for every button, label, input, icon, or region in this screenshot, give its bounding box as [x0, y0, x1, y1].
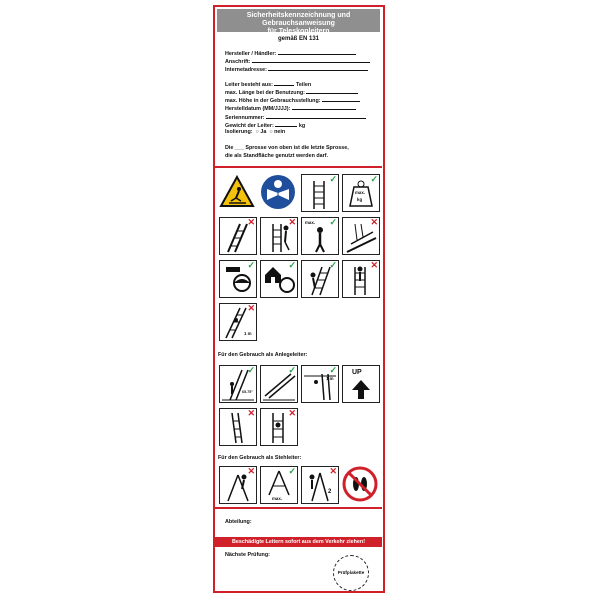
- insulation-field: [225, 129, 380, 135]
- weight-field: [225, 121, 380, 129]
- ok-mark: ✓: [288, 365, 296, 375]
- weight-unit: kg: [298, 123, 306, 129]
- no-mark: ✕: [370, 260, 378, 270]
- warning-banner: Beschädigte Leitern sofort aus dem Verkehr ziehen!: [215, 537, 382, 547]
- ok-mark: ✓: [288, 260, 296, 270]
- weight-line: [275, 121, 297, 127]
- ok-mark: ✓: [247, 365, 255, 375]
- ladder-inspect-icon: [301, 174, 339, 212]
- lean-climb-icon: [260, 408, 298, 446]
- up-arrow-icon: [342, 365, 380, 403]
- web-field: [225, 65, 380, 73]
- insulation-label: Isolierung:: [225, 129, 253, 135]
- stand-max-label: max.: [272, 496, 283, 501]
- carry-load-icon: [301, 260, 339, 298]
- no-mark: ✕: [288, 408, 296, 418]
- no-mark: ✕: [247, 217, 255, 227]
- insulation-no-label: nein: [274, 129, 286, 135]
- ok-mark: ✓: [288, 466, 296, 476]
- max-load-icon: [342, 174, 380, 212]
- stand-max-icon: [260, 466, 298, 504]
- web-label: Internetadresse:: [225, 67, 267, 73]
- parts-line: [274, 80, 294, 86]
- date-label: Herstelldatum (MM/JJJJ):: [225, 106, 291, 112]
- web-line: [268, 65, 368, 71]
- ok-mark: ✓: [247, 260, 255, 270]
- no-mark: ✕: [370, 217, 378, 227]
- rung-note-1: Die ___ Sprosse von oben ist die letzte Sprosse,: [225, 145, 349, 151]
- lean-top-icon: [301, 365, 339, 403]
- no-mark: ✕: [288, 217, 296, 227]
- date-line: [292, 104, 356, 110]
- title-line-2: für Teleskopleitern: [267, 28, 330, 35]
- title-line-1: Sicherheitskennzeichnung und Gebrauchsanweisung: [246, 12, 351, 27]
- ok-mark: ✓: [329, 365, 337, 375]
- weight-label: Gewicht der Leiter:: [225, 123, 274, 129]
- angle-label: 65-75°: [242, 390, 253, 394]
- lean-use-heading: Für den Gebrauch als Anlegeleiter:: [218, 352, 308, 358]
- ladder-overreach-icon: [219, 217, 257, 255]
- stand-two-person-icon: [301, 466, 339, 504]
- ok-mark: ✓: [329, 260, 337, 270]
- ladder-person-icon: [342, 260, 380, 298]
- parts-label: Teilen: [295, 82, 312, 88]
- inspection-stamp: [333, 555, 369, 591]
- address-line: [252, 57, 370, 63]
- ok-mark: ✓: [329, 217, 337, 227]
- two-label: 2: [328, 489, 332, 495]
- no-mark: ✕: [247, 408, 255, 418]
- address-label: Anschrift:: [225, 59, 251, 65]
- lean-overlap-icon: [260, 365, 298, 403]
- insulation-yes-radio[interactable]: ○: [255, 129, 259, 135]
- stand-use-heading: Für den Gebrauch als Stehleiter:: [218, 455, 302, 461]
- max-length-label: max. Länge bei der Benutzung:: [225, 90, 305, 96]
- max-height-line: [322, 96, 360, 102]
- person-side-step-icon: [260, 217, 298, 255]
- max-height-label: max. Höhe in der Gebrauchsstellung:: [225, 98, 321, 104]
- department-label: Abteilung:: [225, 519, 252, 525]
- max-person-icon: [301, 217, 339, 255]
- address-field: [225, 57, 380, 65]
- next-check-label: Nächste Prüfung:: [225, 552, 270, 558]
- lean-top-one-meter: 1 m: [326, 376, 334, 381]
- manufacturer-label: Hersteller / Händler:: [225, 51, 277, 57]
- serial-line: [266, 113, 366, 119]
- no-mark: ✕: [329, 466, 337, 476]
- lean-reverse-icon: [219, 408, 257, 446]
- date-field: [225, 104, 380, 112]
- one-meter-extension-icon: [219, 303, 257, 341]
- ok-mark: ✓: [329, 174, 337, 184]
- lean-angle-icon: [219, 365, 257, 403]
- serial-field: [225, 113, 380, 121]
- max-length-line: [306, 88, 358, 94]
- one-meter-label: 1 m: [244, 331, 252, 336]
- consists-label: Leiter besteht aus:: [225, 82, 273, 88]
- label-title: [217, 9, 380, 35]
- manufacturer-line: [278, 49, 356, 55]
- rung-note-2: die als Standfläche genutzt werden darf.: [225, 153, 329, 159]
- max-load-max: max.: [355, 190, 366, 195]
- max-person-label: max.: [305, 220, 316, 225]
- electrical-hazard-icon: [219, 260, 257, 298]
- stamp-label: Prüfplakette: [337, 570, 365, 575]
- insulation-no-radio[interactable]: ○: [269, 129, 273, 135]
- insulation-yes-label: Ja: [260, 129, 267, 135]
- lean-surface-icon: [342, 217, 380, 255]
- safety-label: [213, 5, 385, 593]
- stand-side-icon: [219, 466, 257, 504]
- norm-label: gemäß EN 131: [277, 36, 320, 42]
- manufacturer-field: [225, 49, 380, 57]
- parts-field: [225, 80, 380, 88]
- max-load-kg: kg: [357, 197, 363, 202]
- ok-mark: ✓: [370, 174, 378, 184]
- slip-warning-icon: [219, 174, 257, 212]
- no-shoes-icon: [342, 466, 380, 504]
- no-mark: ✕: [247, 466, 255, 476]
- read-manual-icon: [260, 174, 298, 212]
- max-height-field: [225, 96, 380, 104]
- serial-label: Seriennummer:: [225, 115, 265, 121]
- indoor-use-icon: [260, 260, 298, 298]
- up-label: UP: [352, 369, 362, 376]
- max-length-field: [225, 88, 380, 96]
- footer-divider: [215, 507, 382, 509]
- divider-line: [215, 166, 382, 168]
- no-mark: ✕: [247, 303, 255, 313]
